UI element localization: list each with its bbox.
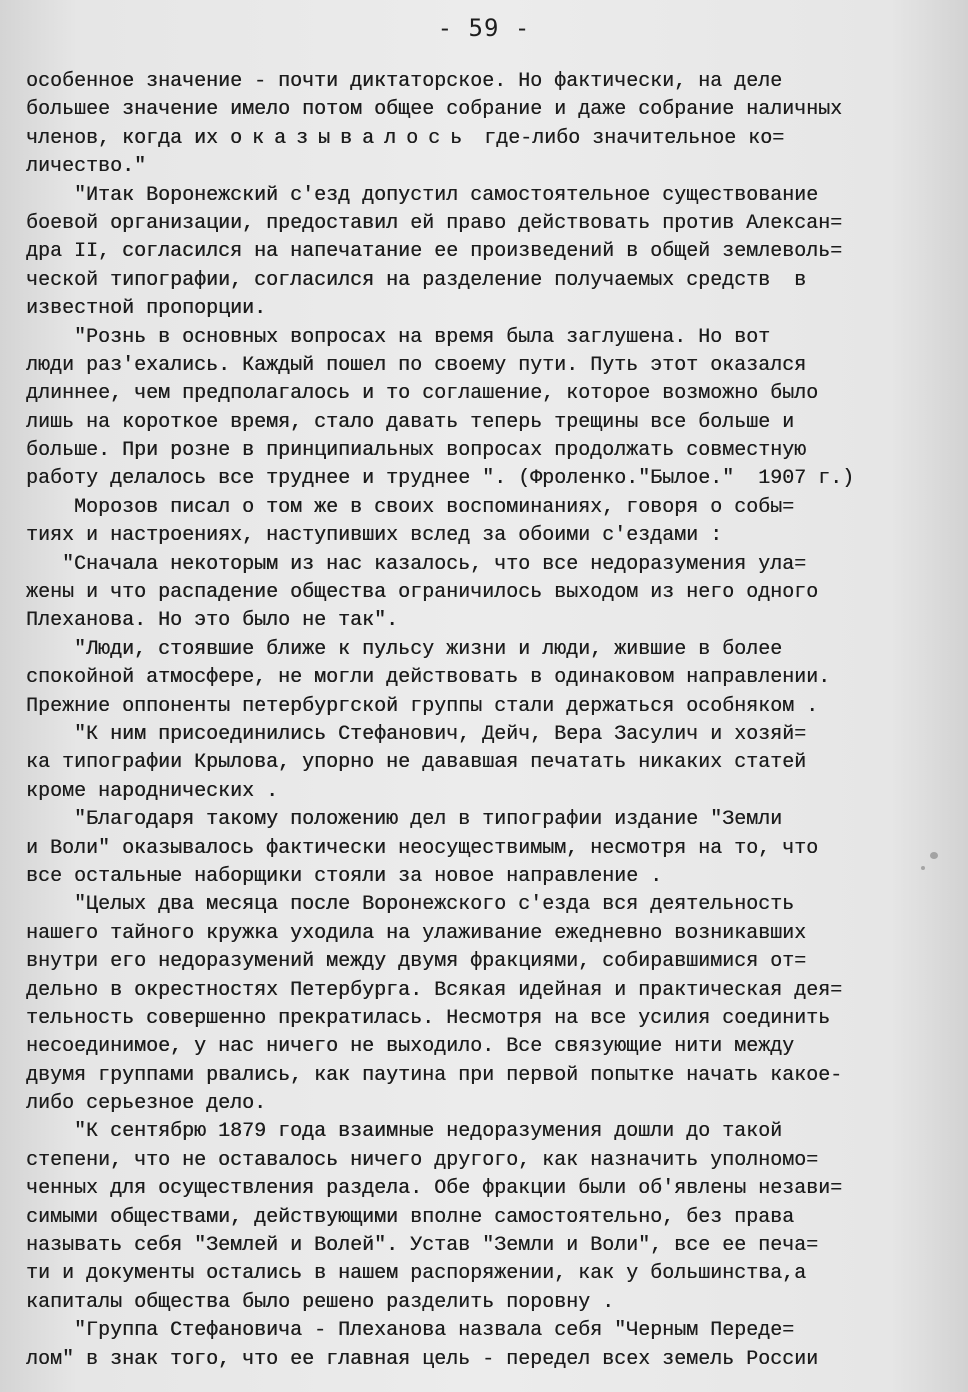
text-line: кроме народнических .: [26, 779, 279, 803]
text-line: дра II, согласился на напечатание ее произведений в общей землеволь=: [26, 240, 843, 264]
text-line: симыми обществами, действующими вполне самостоятельно, без права: [26, 1205, 795, 1229]
text-fragment: членов, когда их: [26, 126, 219, 150]
text-line: капиталы общества было решено разделить поровну .: [26, 1290, 615, 1314]
text-line: "Рознь в основных вопросах на время была заглушена. Но вот: [26, 325, 771, 349]
text-line: Плеханова. Но это было не так".: [26, 609, 399, 633]
text-line: "Сначала некоторым из нас казалось, что все недоразумения ула=: [26, 552, 807, 576]
text-line: больше. При розне в принципиальных вопросах продолжать совместную: [26, 439, 807, 463]
text-line: тиях и настроениях, наступивших вслед за обоими с'ездами :: [26, 524, 723, 548]
text-line: "Группа Стефановича - Плеханова назвала себя "Черным Переде=: [26, 1319, 795, 1343]
text-line: "Люди, стоявшие ближе к пульсу жизни и люди, жившие в более: [26, 637, 783, 661]
text-line: Морозов писал о том же в своих воспоминаниях, говоря о собы=: [26, 495, 795, 519]
text-line: спокойной атмосфере, не могли действовать в одинаковом направлении.: [26, 666, 831, 690]
text-line: личество.": [26, 155, 147, 179]
text-line: люди раз'ехались. Каждый пошел по своему пути. Путь этот оказался: [26, 353, 807, 377]
text-line: "К сентябрю 1879 года взаимные недоразумения дошли до такой: [26, 1120, 783, 1144]
typewritten-text: [26, 68, 936, 1374]
text-line: жены и что распадение общества ограничилось выходом из него одного: [26, 581, 819, 605]
text-line: "Благодаря такому положению дел в типографии издание "Земли: [26, 808, 783, 832]
text-line: лом" в знак того, что ее главная цель - передел всех земель России: [26, 1347, 819, 1371]
text-line: ческой типографии, согласился на разделение получаемых средств в: [26, 268, 807, 292]
text-line: "Итак Воронежский с'езд допустил самостоятельное существование: [26, 183, 819, 207]
text-line: все остальные наборщики стояли за новое направление .: [26, 864, 663, 888]
text-line: нашего тайного кружка уходила на улаживание ежедневно возникавших: [26, 921, 807, 945]
text-line: "Целых два месяца после Воронежского с'езда вся деятельность: [26, 893, 795, 917]
text-line: известной пропорции.: [26, 297, 267, 321]
text-line: Прежние оппоненты петербургской группы стали держаться особняком .: [26, 694, 819, 718]
text-line: несоединимое, у нас ничего не выходило. Все связующие нити между: [26, 1035, 795, 1059]
text-line: боевой организации, предоставил ей право действовать против Алексан=: [26, 211, 843, 235]
text-line: "К ним присоединились Стефанович, Дейч, Вера Засулич и хозяй=: [26, 722, 807, 746]
text-line: ти и документы остались в нашем распоряжении, как у большинства,а: [26, 1262, 807, 1286]
text-line: степени, что не оставалось ничего другого, как назначить уполномо=: [26, 1148, 819, 1172]
text-line: [26, 125, 936, 153]
text-line: лишь на короткое время, стало давать теперь трещины все больше и: [26, 410, 795, 434]
text-line: ченных для осуществления раздела. Обе фракции были об'явлены незави=: [26, 1177, 843, 1201]
page-number: - 59 -: [437, 14, 531, 42]
text-line: внутри его недоразумений между двумя фракциями, собиравшимися от=: [26, 950, 807, 974]
text-line: длиннее, чем предполагалось и то соглашение, которое возможно было: [26, 382, 819, 406]
text-line: двумя группами рвались, как паутина при первой попытке начать какое-: [26, 1063, 843, 1087]
text-line: называть себя "Землей и Волей". Устав "Земли и Воли", все ее печа=: [26, 1234, 819, 1258]
text-line: большее значение имело потом общее собрание и даже собрание наличных: [26, 98, 843, 122]
text-line: ка типографии Крылова, упорно не дававшая печатать никаких статей: [26, 751, 807, 775]
text-line: особенное значение - почти диктаторское. Но фактически, на деле: [26, 70, 783, 93]
text-line: дельно в окрестностях Петербурга. Всякая идейная и практическая дея=: [26, 978, 843, 1002]
text-line: и Воли" оказывалось фактически неосуществимым, несмотря на то, что: [26, 836, 819, 860]
text-fragment: где-либо значительное ко=: [484, 126, 785, 150]
spaced-word: оказывалось: [230, 126, 473, 150]
text-line: тельность совершенно прекратилась. Несмотря на все усилия соединить: [26, 1006, 831, 1030]
text-line: работу делалось все труднее и труднее ". (Фроленко."Былое." 1907 г.): [26, 467, 855, 491]
text-line: либо серьезное дело.: [26, 1092, 267, 1116]
